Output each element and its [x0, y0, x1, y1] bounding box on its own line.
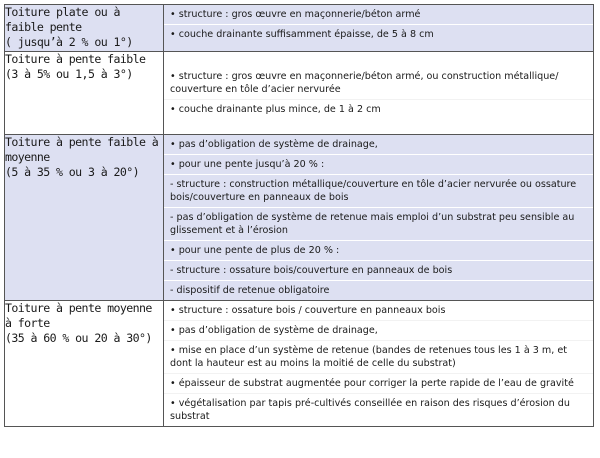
- list-item: - structure : construction métallique/couverture en tôle d’acier nervurée ou ossature bois/couverture en panneaux de bois: [164, 175, 593, 208]
- list-item: • pas d’obligation de système de drainage,: [164, 321, 593, 341]
- category-cell: [5, 5, 164, 52]
- description-cell: [164, 52, 594, 135]
- list-item: • structure : gros œuvre en maçonnerie/béton armé: [164, 5, 593, 25]
- list-item: • pour une pente de plus de 20 % :: [164, 241, 593, 261]
- list-item: • mise en place d’un système de retenue (bandes de retenues tous les 1 à 3 m, et dont la hauteur est au moins la moitié de celle du substrat): [164, 341, 593, 374]
- category-range: (3 à 5% ou 1,5 à 3°): [5, 67, 133, 81]
- category-range: (5 à 35 % ou 3 à 20°): [5, 165, 139, 179]
- category-range: ( jusqu’à 2 % ou 1°): [5, 35, 133, 49]
- list-item: • pas d’obligation de système de drainage,: [164, 135, 593, 155]
- category-title: Toiture à pente moyenne à forte: [5, 301, 152, 330]
- category-title: Toiture plate ou à faible pente: [5, 5, 120, 34]
- category-cell: [5, 135, 164, 301]
- description-cell: [164, 301, 594, 427]
- roof-slope-table: [4, 4, 594, 427]
- list-item: - structure : ossature bois/couverture en panneaux de bois: [164, 261, 593, 281]
- table-row-low-slope: [5, 52, 594, 135]
- list-item: • structure : ossature bois / couverture en panneaux bois: [164, 301, 593, 321]
- list-item: - pas d’obligation de système de retenue mais emploi d’un substrat peu sensible au glissement et à l’érosion: [164, 208, 593, 241]
- list-item: - dispositif de retenue obligatoire: [170, 285, 330, 296]
- category-title: Toiture à pente faible à moyenne: [5, 135, 159, 164]
- table-row-flat: [5, 5, 594, 52]
- description-cell: [164, 5, 594, 52]
- category-cell: [5, 301, 164, 427]
- list-item: • couche drainante suffisamment épaisse, de 5 à 8 cm: [170, 29, 434, 40]
- list-item: • végétalisation par tapis pré-cultivés conseillée en raison des risques d’érosion du substrat: [170, 398, 570, 422]
- category-title: Toiture à pente faible: [5, 52, 146, 66]
- table-row-medium-steep-slope: [5, 301, 594, 427]
- description-cell: [164, 135, 594, 301]
- list-item: • structure : gros œuvre en maçonnerie/béton armé, ou construction métallique/ couverture en tôle d’acier nervurée: [164, 67, 593, 100]
- table-row-low-medium-slope: [5, 135, 594, 301]
- list-item: • pour une pente jusqu’à 20 % :: [164, 155, 593, 175]
- category-range: (35 à 60 % ou 20 à 30°): [5, 331, 152, 345]
- list-item: • épaisseur de substrat augmentée pour corriger la perte rapide de l’eau de gravité: [164, 374, 593, 394]
- list-item: • couche drainante plus mince, de 1 à 2 cm: [170, 104, 381, 115]
- category-cell: [5, 52, 164, 135]
